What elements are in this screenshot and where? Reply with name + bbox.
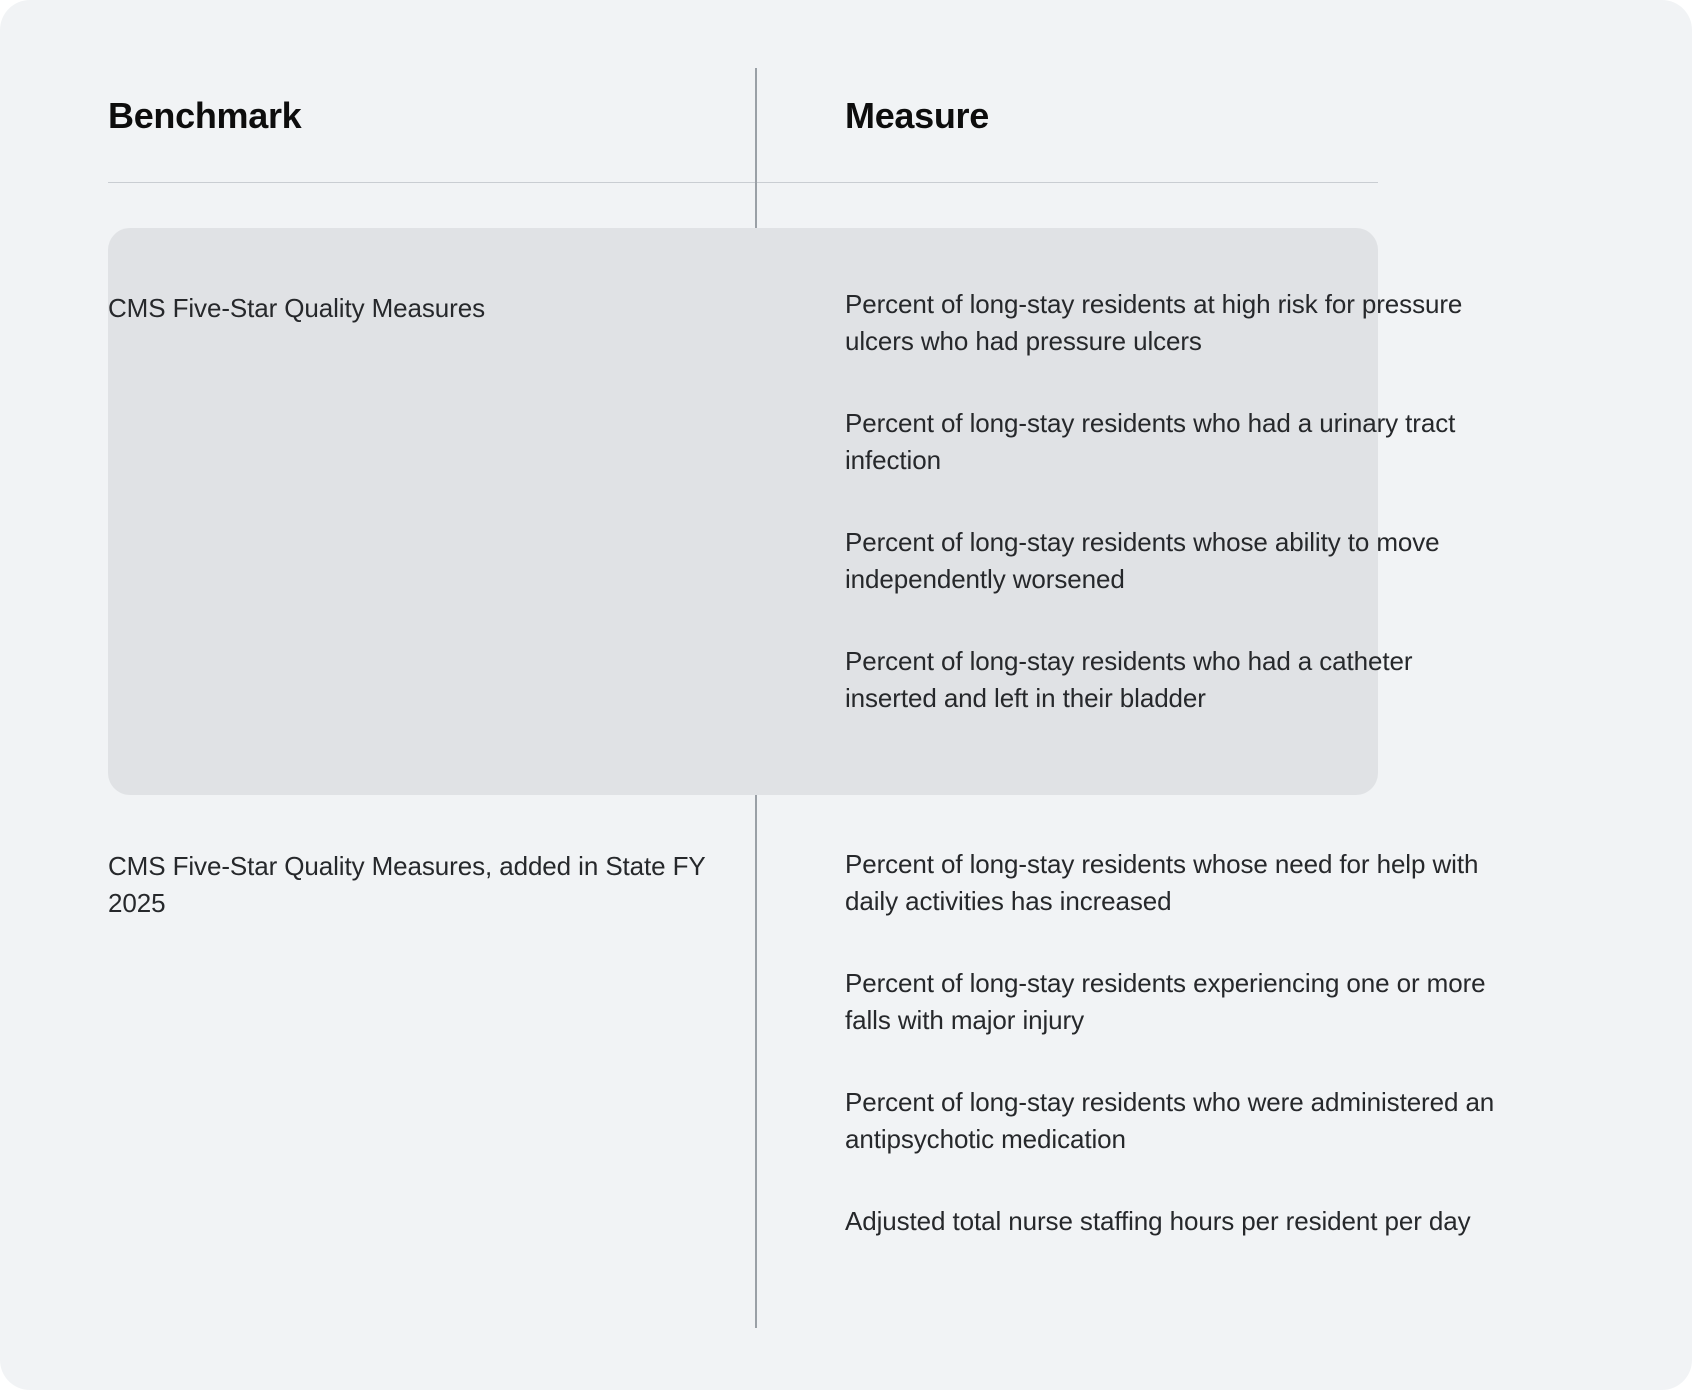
list-item: Percent of long-stay residents whose ability to move independently worsened xyxy=(845,526,1440,595)
list-item: Percent of long-stay residents experiencing one or more falls with major injury xyxy=(845,967,1486,1036)
column-header-measure: Measure xyxy=(845,95,989,136)
table-row xyxy=(0,228,1692,795)
column-header-benchmark: Benchmark xyxy=(108,95,302,136)
list-item: Percent of long-stay residents at high risk for pressure ulcers who had pressure ulcers xyxy=(845,289,1463,357)
list-item: Percent of long-stay residents who were administered an antipsychotic medication xyxy=(845,1086,1495,1155)
table-header-row xyxy=(0,95,1692,185)
header-divider xyxy=(108,182,1378,183)
list-item: Adjusted total nurse staffing hours per resident per day xyxy=(845,1205,1471,1236)
measure-cell xyxy=(845,228,1545,718)
list-item: Percent of long-stay residents whose need for help with daily activities has increased xyxy=(845,849,1479,917)
measure-cell xyxy=(845,820,1545,1240)
benchmark-cell: CMS Five-Star Quality Measures xyxy=(108,293,485,323)
benchmark-cell: CMS Five-Star Quality Measures, added in State FY 2025 xyxy=(108,851,706,918)
list-item: Percent of long-stay residents who had a catheter inserted and left in their bladder xyxy=(845,645,1413,714)
list-item: Percent of long-stay residents who had a urinary tract infection xyxy=(845,407,1456,476)
table-row xyxy=(0,820,1692,1320)
